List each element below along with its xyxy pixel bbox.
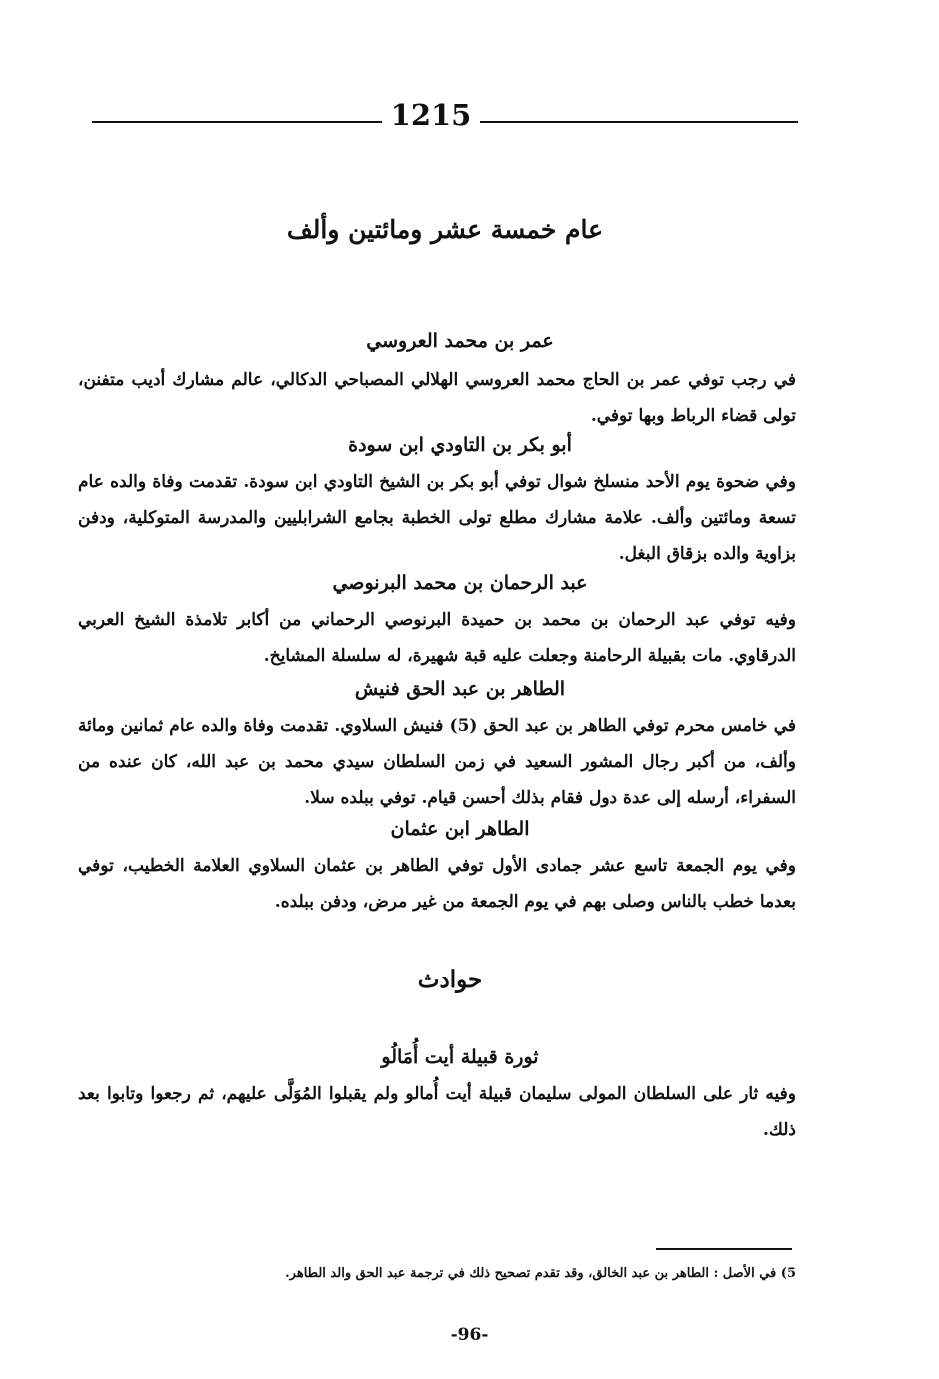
entry-heading: عمر بن محمد العروسي [366,330,554,352]
entry-heading: ثورة قبيلة أيت أُمَالُو [381,1046,539,1068]
entry-heading: عبد الرحمان بن محمد البرنوصي [332,572,588,594]
entry-paragraph: وفي يوم الجمعة تاسع عشر جمادى الأول توفي الطاهر بن عثمان السلاوي العلامة الخطيب، توفي بعدما خطب بالناس وصلى بهم في يوم الجمعة من غير مرض، ودفن ببلده. [78,856,796,912]
entry-heading: الطاهر ابن عثمان [390,818,530,840]
footnote: 5) في الأصل : الطاهر بن عبد الخالق، وقد تقدم تصحيح ذلك في ترجمة عبد الحق والد الطاهر. [285,1266,796,1281]
entry-paragraph: وفي ضحوة يوم الأحد منسلخ شوال توفي أبو بكر بن الشيخ التاودي ابن سودة. تقدمت وفاة والده عام تسعة ومائتين وألف. علامة مشارك مطلع تولى الخطبة بجامع الشرابليين والمدرسة المتوكلية، ودفن بزاوية والده بزقاق البغل. [78,472,796,564]
entry-heading: الطاهر بن عبد الحق فنيش [354,678,566,700]
entry-paragraph: وفيه توفي عبد الرحمان بن محمد بن حميدة البرنوصي الرحماني من أكابر تلامذة الشيخ العربي الدرقاوي. مات بقبيلة الرحامنة وجعلت عليه قبة شهيرة، له سلسلة المشايخ. [78,610,796,666]
header-rule-right [480,121,798,123]
events-section-title: حوادث [417,966,483,993]
page-number: -96- [450,1325,489,1345]
year-header [92,92,798,142]
chapter-title: عام خمسة عشر ومائتين وألف [286,215,604,244]
entry-heading: أبو بكر بن التاودي ابن سودة [348,434,572,456]
header-rule-left [92,121,382,123]
footnote-separator [656,1248,792,1250]
entry-paragraph: في رجب توفي عمر بن الحاج محمد العروسي الهلالي المصباحي الدكالي، عالم مشارك أديب متفنن، تولى قضاء الرباط وبها توفي. [78,370,796,426]
entry-paragraph: في خامس محرم توفي الطاهر بن عبد الحق (5) فنيش السلاوي. تقدمت وفاة والده عام ثمانين ومائة وألف، من أكبر رجال المشور السعيد في زمن السلطان سيدي محمد بن عبد الله، كان عنده من السفراء، أرسله إلى عدة دول فقام بذلك أحسن قيام. توفي ببلده سلا. [78,716,796,808]
year-number: 1215 [390,98,472,132]
entry-paragraph: وفيه ثار على السلطان المولى سليمان قبيلة أيت أُمالو ولم يقبلوا المُوَلَّى عليهم، ثم رجعوا وتابوا بعد ذلك. [78,1084,796,1140]
